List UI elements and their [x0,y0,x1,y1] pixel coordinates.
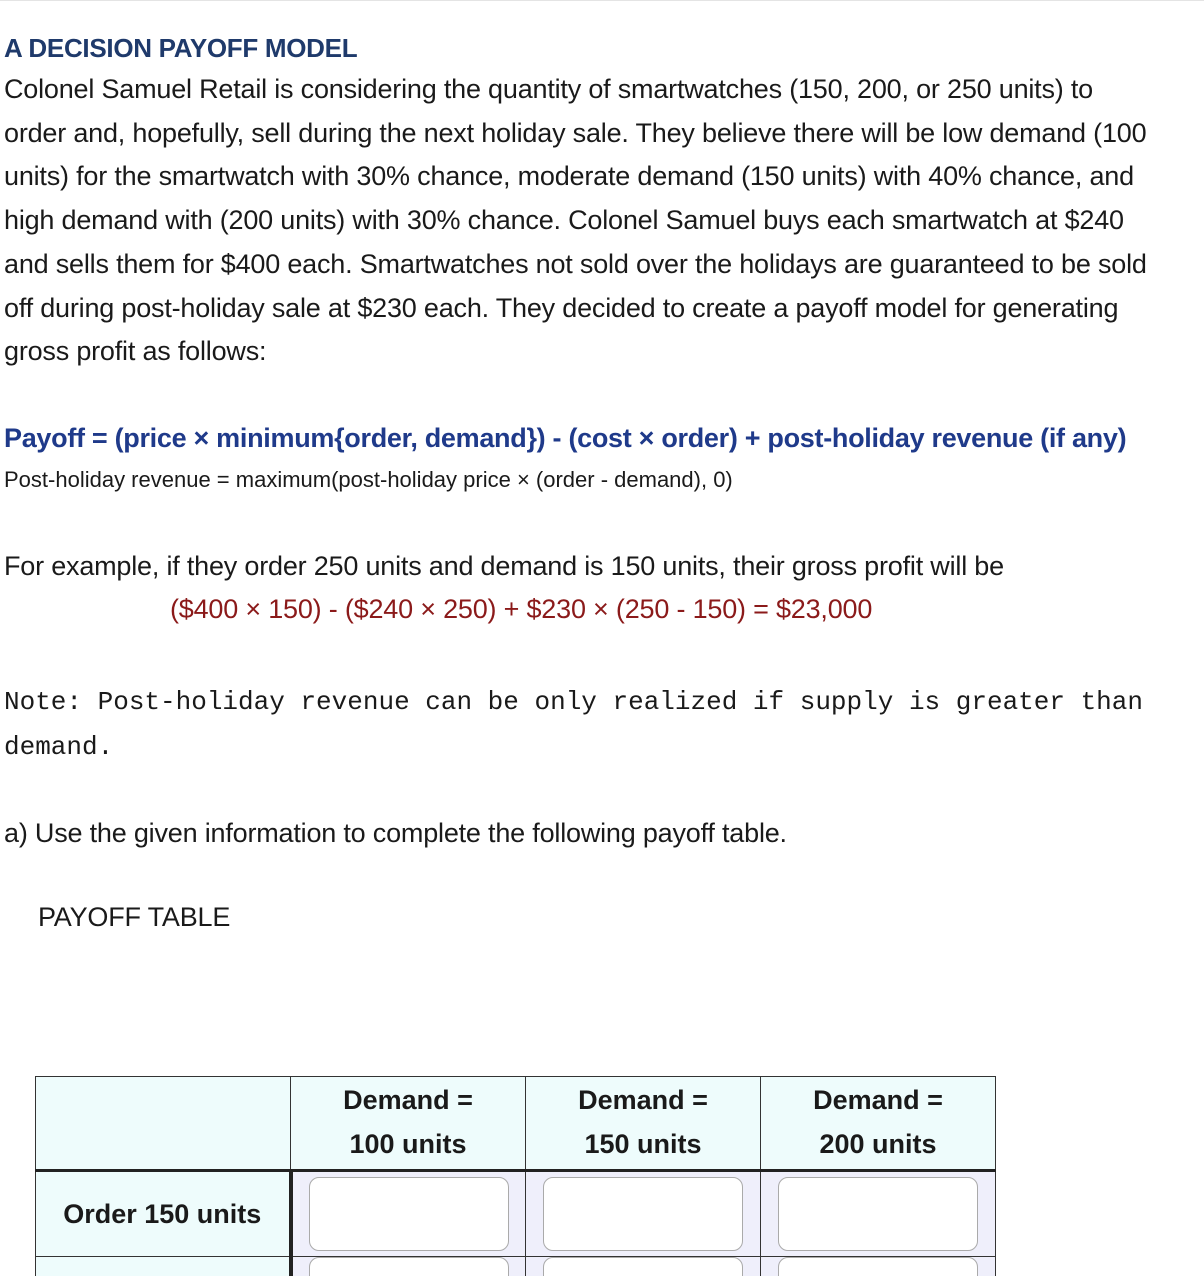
question-a: a) Use the given information to complete the following payoff table. [4,818,787,849]
header-line2: 100 units [349,1129,467,1159]
header-line1: Demand = [813,1085,943,1116]
payoff-input-150-150[interactable] [543,1177,743,1251]
header-demand-200 [761,1077,996,1171]
header-line2: 200 units [819,1129,937,1159]
example-text: For example, if they order 250 units and demand is 150 units, their gross profit will be [4,550,1004,581]
header-line1: Demand = [578,1085,708,1116]
top-divider [0,0,1204,1]
payoff-cell [761,1171,996,1257]
page-title: A DECISION PAYOFF MODEL [4,33,358,63]
table-row [36,1171,996,1257]
problem-content [4,28,1194,939]
payoff-cell [526,1257,761,1276]
payoff-cell [291,1257,526,1276]
payoff-input-cut-off[interactable] [309,1257,509,1276]
row-label-cut-off [36,1257,291,1276]
payoff-input-150-100[interactable] [309,1177,509,1251]
table-corner-cell [36,1077,291,1171]
payoff-input-150-200[interactable] [778,1177,978,1251]
problem-description: Colonel Samuel Retail is considering the quantity of smartwatches (150, 200, or 250 units) to order and, hopefully, sell during the next holiday sale. They believe there will be low demand (100 units) for the smartwatch with 30% chance, moderate demand (150 units) with 40% chance, and high demand with (200 units) with 30% chance. Colonel Samuel buys each smartwatch at $240 and sells them for $400 each. Smartwatches not sold over the holidays are guaranteed to be sold off during post-holiday sale at $230 each. They decided to create a payoff model for generating gross profit as follows: [4,74,1147,367]
header-demand-100 [291,1077,526,1171]
header-line1: Demand = [343,1085,473,1116]
payoff-cell [526,1171,761,1257]
table-row [36,1257,996,1276]
row-label-order-150: Order 150 units [36,1171,291,1257]
payoff-input-cut-off[interactable] [778,1257,978,1276]
example-calculation: ($400 × 150) - ($240 × 250) + $230 × (250 - 150) = $23,000 [170,594,873,625]
table-header-row [36,1077,996,1171]
payoff-cell [291,1171,526,1257]
payoff-table [35,1076,996,1276]
table-caption: PAYOFF TABLE [38,901,231,932]
note-text: Note: Post-holiday revenue can be only realized if supply is greater than demand. [4,687,1143,763]
post-holiday-formula: Post-holiday revenue = maximum(post-holiday price × (order - demand), 0) [4,466,733,492]
payoff-formula: Payoff = (price × minimum{order, demand}) - (cost × order) + post-holiday revenue (if any) [4,422,1127,453]
payoff-input-cut-off[interactable] [543,1257,743,1276]
payoff-cell [761,1257,996,1276]
header-line2: 150 units [584,1129,702,1159]
header-demand-150 [526,1077,761,1171]
